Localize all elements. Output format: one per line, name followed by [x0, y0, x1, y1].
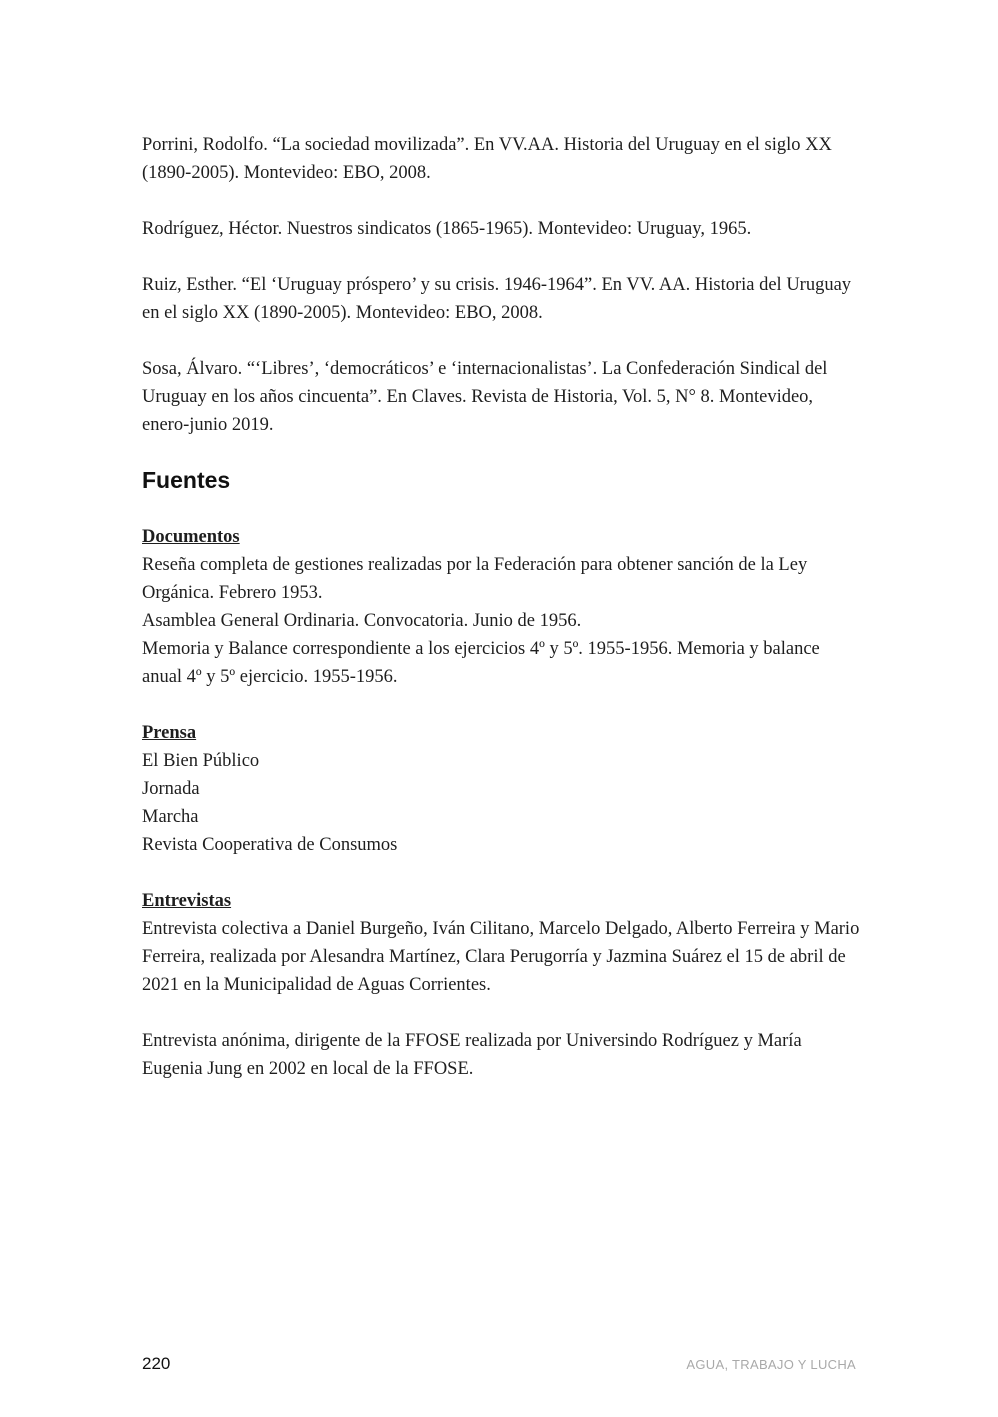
bibliography-entry-porrini: Porrini, Rodolfo. “La sociedad movilizada”. En VV.AA. Historia del Uruguay en el siglo XX (1890-2005). Montevideo: EBO, 2008.	[142, 135, 832, 183]
section-heading-fuentes: Fuentes	[142, 467, 231, 493]
bibliography-entry-sosa: Sosa, Álvaro. “‘Libres’, ‘democráticos’ e ‘internacionalistas’. La Confederación Sindical del Uruguay en los años cincuenta”. En Claves. Revista de Historia, Vol. 5, N° 8. Montevideo, enero-junio 2019.	[142, 359, 828, 435]
prensa-item: Jornada	[142, 779, 200, 799]
entrevista-item: Entrevista colectiva a Daniel Burgeño, Iván Cilitano, Marcelo Delgado, Alberto Ferreira y Mario Ferreira, realizada por Alesandra Martínez, Clara Perugorría y Jazmina Suárez el 15 de abril de 2021 en la Municipalidad de Aguas Corrientes.	[142, 919, 860, 995]
prensa-item: El Bien Público	[142, 751, 260, 771]
documentos-section	[142, 523, 862, 691]
documento-item: Reseña completa de gestiones realizadas por la Federación para obtener sanción de la Ley Orgánica. Febrero 1953.	[142, 555, 808, 603]
documentos-heading: Documentos	[142, 527, 240, 547]
entrevistas-heading: Entrevistas	[142, 891, 232, 911]
prensa-item: Revista Cooperativa de Consumos	[142, 835, 398, 855]
prensa-item: Marcha	[142, 807, 199, 827]
prensa-section	[142, 719, 862, 859]
documento-item: Memoria y Balance correspondiente a los ejercicios 4º y 5º. 1955-1956. Memoria y balance anual 4º y 5º ejercicio. 1955-1956.	[142, 639, 820, 687]
entrevistas-section	[142, 887, 862, 999]
entrevista-item: Entrevista anónima, dirigente de la FFOSE realizada por Universindo Rodríguez y María Eugenia Jung en 2002 en local de la FFOSE.	[142, 1031, 802, 1079]
page-number: 220	[142, 1354, 171, 1373]
documento-item: Asamblea General Ordinaria. Convocatoria. Junio de 1956.	[142, 611, 582, 631]
bibliography-entry-rodriguez: Rodríguez, Héctor. Nuestros sindicatos (1865-1965). Montevideo: Uruguay, 1965.	[142, 219, 752, 239]
prensa-heading: Prensa	[142, 723, 197, 743]
running-footer-title: AGUA, TRABAJO Y LUCHA	[686, 1357, 856, 1372]
bibliography-entry-ruiz: Ruiz, Esther. “El ‘Uruguay próspero’ y su crisis. 1946-1964”. En VV. AA. Historia del Uruguay en el siglo XX (1890-2005). Montevideo: EBO, 2008.	[142, 275, 852, 323]
entrevista-anonima	[142, 1027, 862, 1083]
